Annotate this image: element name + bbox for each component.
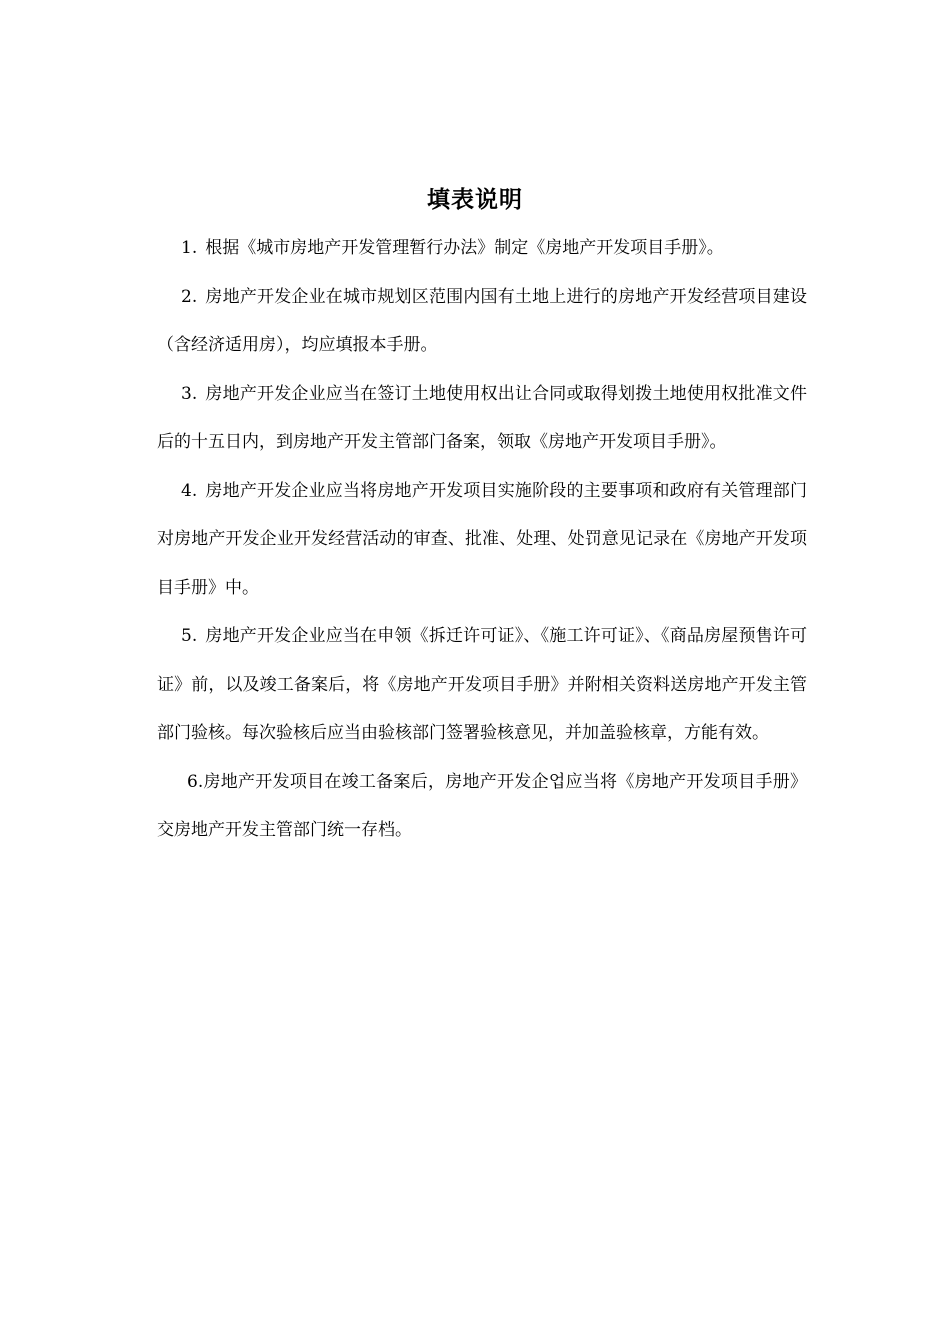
- item-text: 房地产开发企业在城市规划区范围内国有土地上进行的房地产开发经营项目建设（含经济适用房），均应填报本手册。: [157, 286, 807, 355]
- item-text: 房地产开发项目在竣工备案后，房地产开发企업应当将《房地产开发项目手册》交房地产开发主管部门统一存档。: [157, 771, 807, 840]
- item-number: 4.: [181, 480, 198, 501]
- page-title: 填表说明: [427, 187, 523, 213]
- list-item: [157, 758, 807, 855]
- item-number: 1.: [181, 238, 198, 258]
- instructions-list: [157, 224, 807, 855]
- list-item: [157, 612, 807, 758]
- item-number: 5.: [181, 626, 198, 646]
- item-text: 根据《城市房地产开发管理暂行办法》制定《房地产开发项目手册》。: [205, 238, 724, 258]
- item-number: 3.: [181, 383, 198, 404]
- item-text: 房地产开发企业应当在申领《拆迁许可证》、《施工许可证》、《商品房屋预售许可证》前，以及竣工备案后，将《房地产开发项目手册》并附相关资料送房地产开发主管部门验核。每次验核后应当由验核部门签署验核意见，并加盖验核章，方能有效。: [157, 626, 807, 743]
- list-item: [157, 467, 807, 613]
- item-number: 2.: [181, 286, 198, 307]
- item-number: 6.: [187, 771, 204, 792]
- item-text: 房地产开发企业应当将房地产开发项目实施阶段的主要事项和政府有关管理部门对房地产开发企业开发经营活动的审查、批准、处理、处罚意见记录在《房地产开发项目手册》中。: [157, 480, 807, 598]
- item-text: 房地产开发企业应当在签订土地使用权出让合同或取得划拨土地使用权批准文件后的十五日内，到房地产开发主管部门备案，领取《房地产开发项目手册》。: [157, 383, 807, 452]
- list-item: [157, 370, 807, 467]
- list-item: [157, 273, 807, 370]
- list-item: [157, 224, 807, 273]
